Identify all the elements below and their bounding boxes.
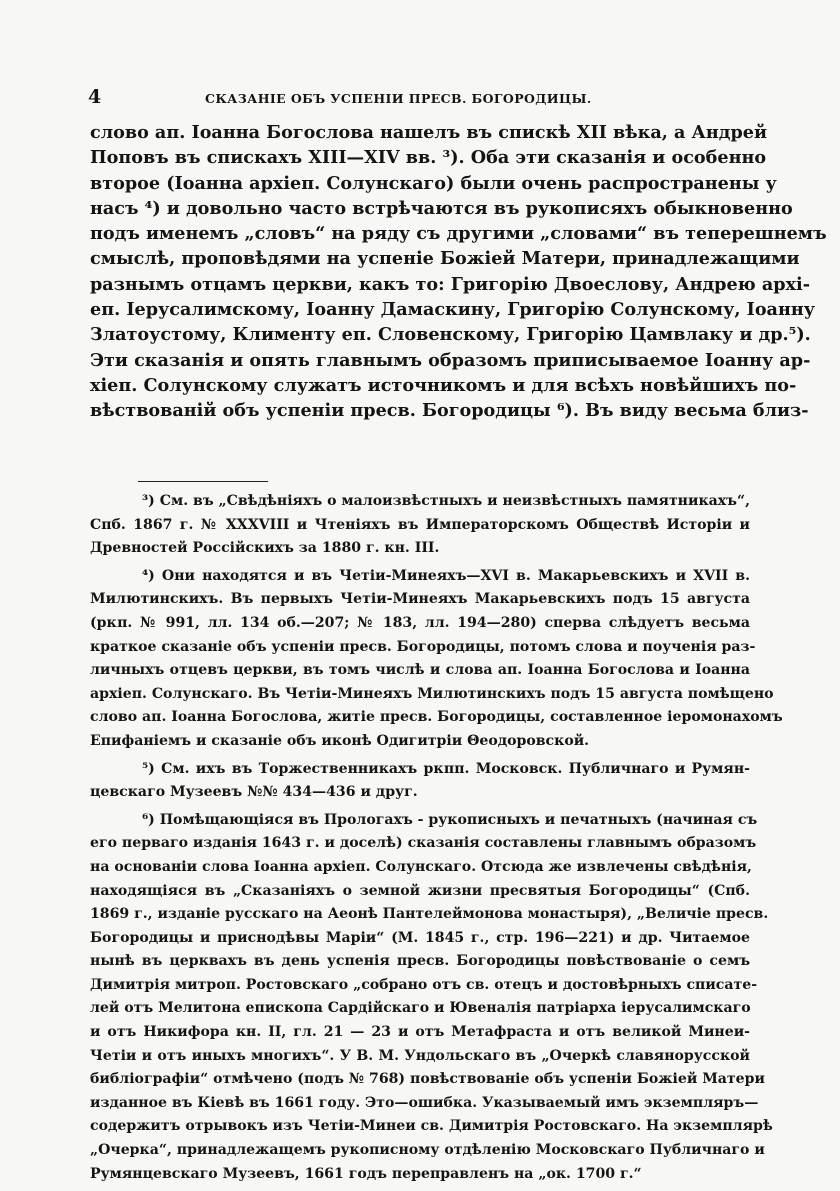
- text-line: Поповъ въ спискахъ XIII—XIV вв. ³). Оба эти сказанія и особенно: [90, 147, 767, 169]
- text-line: хіеп. Солунскому служатъ источникомъ и для всѣхъ новѣйшихъ по-: [90, 374, 797, 396]
- footnote-divider: [138, 481, 268, 482]
- footnote-line: ⁶) Помѣщающіяся въ Прологахъ - рукописныхъ и печатныхъ (начиная съ: [142, 811, 758, 828]
- footnote-line: Димитрія митроп. Ростовскаго „собрано отъ св. отецъ и достовѣрныхъ списате-: [90, 976, 758, 993]
- footnote-line: цевскаго Музеевъ №№ 434—436 и друг.: [90, 784, 418, 801]
- footnote-line: „Очерка“, принадлежащемъ рукописному отдѣленію Московскаго Публичнаго и: [90, 1142, 765, 1159]
- text-line: Златоустому, Клименту еп. Словенскому, Григорію Цамвлаку и др.⁵).: [90, 324, 811, 346]
- running-title: СКАЗАНІЕ ОБЪ УСПЕНІИ ПРЕСВ. БОГОРОДИЦЫ.: [205, 91, 592, 106]
- footnote-line: Румянцевскаго Музеевъ, 1661 годъ переправленъ на „ок. 1700 г.“: [90, 1165, 642, 1182]
- text-line: подъ именемъ „словъ“ на ряду съ другими „словами“ въ теперешнемъ: [90, 223, 827, 245]
- footnotes: [90, 490, 783, 1186]
- footnote-line: ⁵) См. ихъ въ Торжественникахъ рκпп. Московск. Публичнаго и Румян-: [142, 760, 750, 777]
- footnote-line: нынѣ въ церквахъ въ день успенія пресв. Богородицы повѣствованіе о семъ: [90, 953, 750, 970]
- footnote-3: [90, 490, 750, 561]
- footnote-line: содержитъ отрывокъ изъ Четіи-Минеи св. Димитрія Ростовскаго. На экземплярѣ: [90, 1118, 773, 1135]
- main-text: [90, 120, 827, 424]
- text-line: Эти сказанія и опять главнымъ образомъ приписываемое Іоанну ар-: [90, 349, 811, 371]
- text-line: слово ап. Іоанна Богослова нашелъ въ спискѣ XII вѣка, а Андрей: [90, 122, 767, 143]
- footnote-line: на основаніи слова Іоанна архіеп. Солунскаго. Отсюда же извлечены свѣдѣнія,: [90, 858, 752, 875]
- footnote-line: ³) См. въ „Свѣдѣніяхъ о малоизвѣстныхъ и неизвѣстныхъ памятникахъ“,: [142, 493, 750, 509]
- text-line: разнымъ отцамъ церкви, какъ то: Григорію Двоеслову, Андрею архі-: [90, 273, 811, 295]
- footnote-line: (рκп. № 991, лл. 134 об.—207; № 183, лл. 194—280) сперва слѣдуетъ весьма: [90, 614, 750, 631]
- footnote-4: [90, 565, 783, 754]
- footnote-line: лей отъ Мелитона епископа Сардійскаго и Ювеналія патріарха іерусалимскаго: [90, 1000, 751, 1017]
- footnote-line: находящіяся въ „Сказаніяхъ о земной жизни пресвятыя Богородицы“ (Спб.: [90, 882, 750, 899]
- footnote-line: библіографіи“ отмѣчено (подъ № 768) повѣствованіе объ успеніи Божіей Матери: [90, 1071, 765, 1088]
- footnote-line: изданное въ Кіевѣ въ 1661 году. Это—ошибка. Указываемый имъ экземпляръ—: [90, 1094, 759, 1111]
- footnote-line: краткое сказаніе объ успеніи пресв. Богородицы, потомъ слова и поученія раз-: [90, 638, 756, 655]
- footnote-line: слово ап. Іоанна Богослова, житіе пресв. Богородицы, составленное іеромонахомъ: [90, 709, 783, 726]
- footnote-line: Четіи и отъ иныхъ многихъ“. У В. М. Ундольскаго въ „Очеркѣ славянорусской: [90, 1047, 750, 1064]
- footnote-line: его перваго изданія 1643 г. и доселѣ) сказанія составлены главнымъ образомъ: [90, 835, 757, 852]
- footnote-line: Милютинскихъ. Въ первыхъ Четіи-Минеяхъ Макарьевскихъ подъ 15 августа: [90, 591, 750, 608]
- footnote-line: и отъ Никифора кн. II, гл. 21 — 23 и отъ Метафраста и отъ великой Минеи-: [90, 1024, 750, 1041]
- text-line: насъ ⁴) и довольно часто встрѣчаются въ рукописяхъ обыкновенно: [90, 197, 793, 219]
- footnote-line: 1869 г., изданіе русскаго на Аеонѣ Пантелеймонова монастыря), „Величіе пресв.: [90, 906, 769, 923]
- text-line: вѣствованій объ успеніи пресв. Богородицы ⁶). Въ виду весьма близ-: [90, 400, 809, 422]
- text-line: еп. Іерусалимскому, Іоанну Дамаскину, Григорію Солунскому, Іоанну: [90, 299, 815, 321]
- footnote-line: Епифаніемъ и сказаніе объ иконѣ Одигитріи Θеодоровской.: [90, 732, 590, 749]
- footnote-line: Богородицы и приснодѣвы Маріи“ (М. 1845 г., стр. 196—221) и др. Читаемое: [90, 929, 750, 946]
- footnote-line: Спб. 1867 г. № XXXVIII и Чтеніяхъ въ Императорскомъ Обществѣ Исторіи и: [90, 516, 750, 533]
- text-line: второе (Іоанна архіеп. Солунскаго) были очень распространены у: [90, 172, 777, 194]
- footnote-line: архіеп. Солунскаго. Въ Четіи-Минеяхъ Милютинскихъ подъ 15 августа помѣщено: [90, 685, 774, 702]
- page-number: 4: [88, 86, 102, 108]
- text-line: смыслѣ, проповѣдями на успеніе Божіей Матери, принадлежащими: [90, 248, 800, 270]
- footnote-line: ⁴) Они находятся и въ Четіи-Минеяхъ—XVI в. Макарьевскихъ и XVII в.: [142, 567, 750, 584]
- footnote-line: Древностей Россійскихъ за 1880 г. кн. III.: [90, 540, 440, 557]
- footnote-6: [90, 809, 773, 1187]
- footnote-line: личныхъ отцевъ церкви, въ томъ числѣ и слова ап. Іоанна Богослова и Іоанна: [90, 662, 750, 679]
- footnote-5: [90, 758, 750, 805]
